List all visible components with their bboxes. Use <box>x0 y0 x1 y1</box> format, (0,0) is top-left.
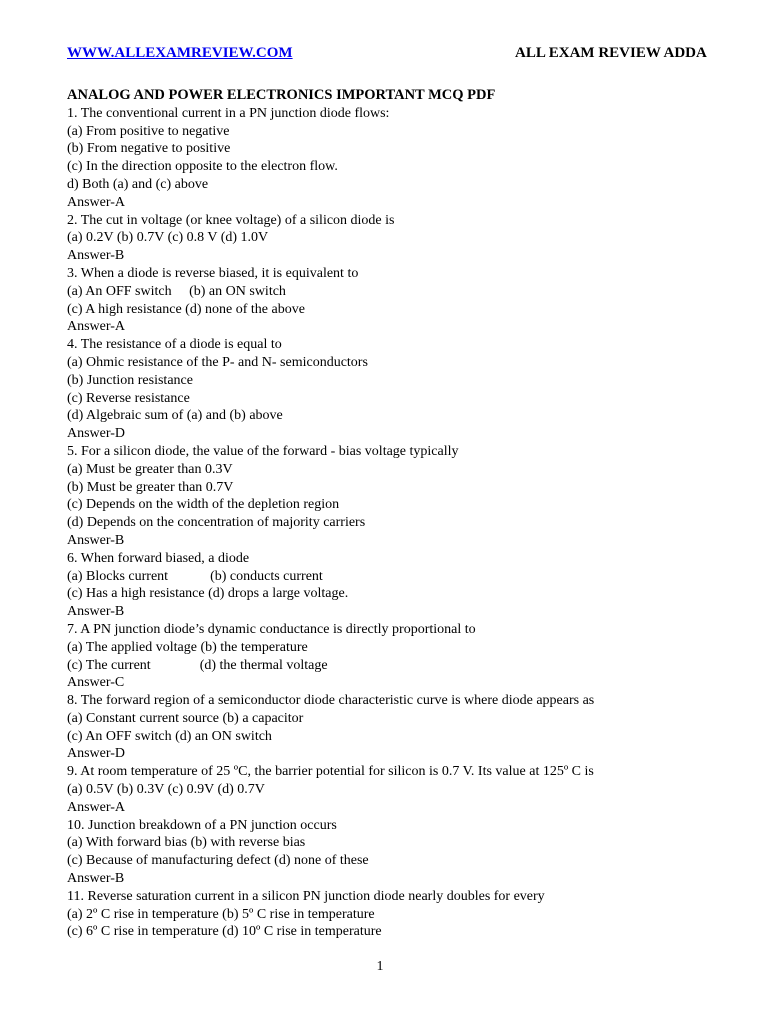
document-line: (a) 2º C rise in temperature (b) 5º C rise in temperature <box>67 906 375 922</box>
document-line: Answer-B <box>67 532 125 548</box>
document-line: (a) Ohmic resistance of the P- and N- semiconductors <box>67 354 368 370</box>
document-line: (d) Depends on the concentration of majority carriers <box>67 515 366 531</box>
document-line: Answer-A <box>67 799 126 815</box>
document-line: 7. A PN junction diode’s dynamic conductance is directly proportional to <box>67 621 476 637</box>
document-line: (c) Has a high resistance (d) drops a large voltage. <box>67 586 349 602</box>
document-line: (a) Must be greater than 0.3V <box>67 461 233 477</box>
document-line: 10. Junction breakdown of a PN junction occurs <box>67 817 337 833</box>
document-line: (c) Because of manufacturing defect (d) none of these <box>67 853 369 869</box>
document-line: (a) An OFF switch (b) an ON switch <box>67 283 286 299</box>
document-line: (b) Junction resistance <box>67 372 193 388</box>
document-line: 11. Reverse saturation current in a silicon PN junction diode nearly doubles for every <box>67 888 545 904</box>
document-line: 2. The cut in voltage (or knee voltage) of a silicon diode is <box>67 212 395 228</box>
document-line: Answer-A <box>67 319 126 335</box>
document-line: (c) Reverse resistance <box>67 390 190 406</box>
document-line: Answer-D <box>67 426 126 442</box>
document-line: (d) Algebraic sum of (a) and (b) above <box>67 408 283 424</box>
document-title: ANALOG AND POWER ELECTRONICS IMPORTANT MCQ PDF <box>67 87 496 103</box>
document-line: (a) 0.5V (b) 0.3V (c) 0.9V (d) 0.7V <box>67 782 265 798</box>
document-line: Answer-B <box>67 604 125 620</box>
document-line: (a) The applied voltage (b) the temperature <box>67 639 308 655</box>
site-link[interactable]: WWW.ALLEXAMREVIEW.COM <box>67 45 293 61</box>
document-line: 3. When a diode is reverse biased, it is equivalent to <box>67 265 359 281</box>
document-line: (a) 0.2V (b) 0.7V (c) 0.8 V (d) 1.0V <box>67 230 269 246</box>
document-line: Answer-C <box>67 675 125 691</box>
document-line: Answer-B <box>67 248 125 264</box>
document-line: (c) In the direction opposite to the electron flow. <box>67 159 338 175</box>
document-line: (a) With forward bias (b) with reverse bias <box>67 835 306 851</box>
document-line: Answer-B <box>67 871 125 887</box>
document-line: (a) From positive to negative <box>67 123 230 139</box>
mcq-list <box>67 105 747 941</box>
document-line: (c) 6º C rise in temperature (d) 10º C rise in temperature <box>67 924 382 940</box>
document-line: 4. The resistance of a diode is equal to <box>67 337 282 353</box>
document-line: 8. The forward region of a semiconductor diode characteristic curve is where diode appears as <box>67 693 595 709</box>
document-line: (a) Constant current source (b) a capacitor <box>67 710 304 726</box>
document-line: 1. The conventional current in a PN junction diode flows: <box>67 105 390 121</box>
document-line: 9. At room temperature of 25 ºC, the barrier potential for silicon is 0.7 V. Its value at 125º C is <box>67 764 594 780</box>
document-line: (c) The current (d) the thermal voltage <box>67 657 328 673</box>
document-line: (c) A high resistance (d) none of the above <box>67 301 305 317</box>
document-line: Answer-D <box>67 746 126 762</box>
document-line: 6. When forward biased, a diode <box>67 550 250 566</box>
document-line: d) Both (a) and (c) above <box>67 176 209 192</box>
page-number: 1 <box>376 959 384 974</box>
document-line: (c) An OFF switch (d) an ON switch <box>67 728 272 744</box>
brand-name: ALL EXAM REVIEW ADDA <box>515 45 707 61</box>
document-line: (b) Must be greater than 0.7V <box>67 479 234 495</box>
document-line: Answer-A <box>67 194 126 210</box>
document-body <box>67 87 747 941</box>
document-line: (b) From negative to positive <box>67 141 231 157</box>
document-line: (c) Depends on the width of the depletion region <box>67 497 340 513</box>
document-line: 5. For a silicon diode, the value of the forward - bias voltage typically <box>67 443 459 459</box>
document-line: (a) Blocks current (b) conducts current <box>67 568 323 584</box>
